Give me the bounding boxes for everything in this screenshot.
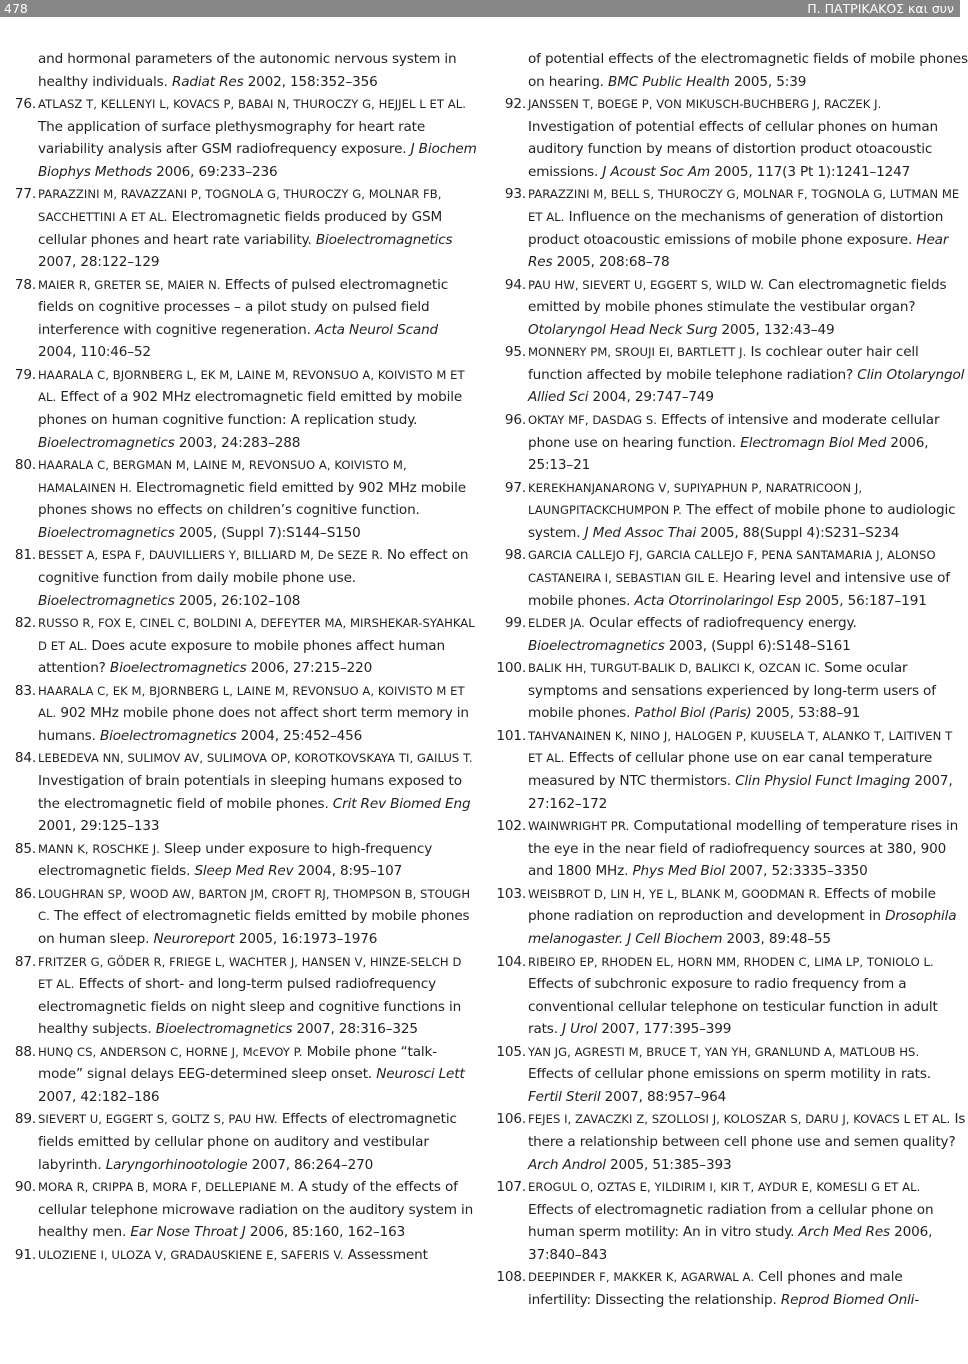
reference-authors: RUSSO R, FOX E, CINEL C, BOLDINI A, DEFEYTER MA, MIRSHEKAR-SYAHKAL D ET AL. <box>38 616 475 653</box>
reference-title: The effect of mobile phone to audiologic system. <box>528 502 956 541</box>
reference-details: 2005, 88(Suppl 4):S231–S234 <box>700 524 900 541</box>
reference-source: Neurosci Lett <box>376 1066 465 1083</box>
reference-item <box>504 341 968 409</box>
reference-authors: PARAZZINI M, BELL S, THUROCZY G, MOLNAR F, TOGNOLA G, LUTMAN ME ET AL. <box>528 187 960 224</box>
reference-number: 76. <box>14 96 36 113</box>
reference-source: Acta Otorrinolaringol Esp <box>634 592 802 609</box>
reference-item <box>14 183 478 273</box>
reference-number: 108. <box>496 1269 526 1286</box>
reference-source: Bioelectromagnetics <box>155 1021 293 1038</box>
reference-source: Bioelectromagnetics <box>528 637 665 654</box>
reference-authors: GARCIA CALLEJO FJ, GARCIA CALLEJO F, PENA SANTAMARIA J, ALONSO CASTANEIRA I, SEBASTIAN GIL E. <box>528 548 936 585</box>
reference-item <box>14 680 478 748</box>
reference-source: Otolaryngol Head Neck Surg <box>528 321 718 338</box>
reference-title: Ocular effects of radiofrequency energy. <box>589 615 857 632</box>
reference-authors: MONNERY PM, SROUJI EI, BARTLETT J. <box>528 345 747 360</box>
reference-number: 88. <box>14 1043 36 1060</box>
reference-source: Bioelectromagnetics <box>38 524 175 541</box>
reference-item <box>528 48 968 93</box>
reference-number: 101. <box>496 727 526 744</box>
reference-authors: ULOZIENE I, ULOZA V, GRADAUSKIENE E, SAFERIS V. <box>38 1247 344 1262</box>
reference-source: Bioelectromagnetics <box>99 727 237 744</box>
reference-title: Computational modelling of temperature rises in the eye in the near field of radiofrequency sources at 380, 900 and 1800 MHz. <box>528 818 959 880</box>
reference-number: 79. <box>14 366 36 383</box>
reference-details: 2007, 28:122–129 <box>38 254 160 271</box>
reference-source: Electromagn Biol Med <box>740 434 887 451</box>
reference-title: and hormonal parameters of the autonomic nervous system in healthy individuals. <box>38 51 457 90</box>
reference-authors: HAARALA C, BERGMAN M, LAINE M, REVONSUO A, KOIVISTO M, HAMALAINEN H. <box>38 458 407 495</box>
reference-source: Reprod Biomed Onli- <box>780 1291 920 1308</box>
reference-authors: LOUGHRAN SP, WOOD AW, BARTON JM, CROFT RJ, THOMPSON B, STOUGH C. <box>38 886 471 924</box>
reference-details: 2005, 56:187–191 <box>805 592 927 609</box>
reference-details: 2006, 25:13–21 <box>528 434 929 474</box>
reference-title: Can electromagnetic fields emitted by mobile phones stimulate the vestibular organ? <box>528 276 947 316</box>
reference-details: 2004, 25:452–456 <box>240 727 363 744</box>
reference-number: 83. <box>14 682 36 699</box>
reference-source: Clin Otolaryngol Allied Sci <box>528 366 965 406</box>
reference-details: 2005, 53:88–91 <box>755 705 861 722</box>
reference-item <box>14 747 478 837</box>
reference-number: 85. <box>14 840 36 857</box>
reference-title: Is cochlear outer hair cell function affected by mobile telephone radiation? <box>528 344 919 383</box>
reference-source: Bioelectromagnetics <box>109 660 247 677</box>
reference-details: 2006, 37:840–843 <box>528 1224 933 1263</box>
reference-details: 2004, 8:95–107 <box>297 863 403 880</box>
reference-title: The effect of electromagnetic fields emitted by mobile phones on human sleep. <box>38 908 470 947</box>
reference-item <box>504 409 968 477</box>
left-column <box>14 48 478 1266</box>
reference-title: Effects of electromagnetic fields emitted by cellular phone on auditory and vestibular labyrinth. <box>38 1111 457 1173</box>
reference-details: 2007, 88:957–964 <box>604 1088 727 1105</box>
reference-authors: FEJES I, ZAVACZKI Z, SZOLLOSI J, KOLOSZAR S, DARU J, KOVACS L ET AL. <box>528 1112 951 1127</box>
reference-title: Effects of cellular phone use on ear canal temperature measured by NTC thermistors. <box>528 750 933 789</box>
reference-source: Fertil Steril <box>528 1088 601 1105</box>
reference-item <box>14 544 478 612</box>
reference-source: Radiat Res <box>171 73 244 90</box>
reference-item <box>14 1176 478 1244</box>
reference-details: 2007, 27:162–172 <box>528 773 953 812</box>
reference-item <box>504 274 968 342</box>
reference-title: Does acute exposure to mobile phones affect human attention? <box>38 637 445 677</box>
reference-item <box>14 1041 478 1109</box>
reference-number: 80. <box>14 457 36 474</box>
reference-source: J Biochem Biophys Methods <box>38 141 477 180</box>
reference-authors: KEREKHANJANARONG V, SUPIYAPHUN P, NARATRICOON J, LAUNGPITACKCHUMPON P. <box>528 480 863 518</box>
reference-title: The application of surface plethysmography for heart rate variability analysis after GSM radiofrequency exposure. <box>38 118 426 158</box>
reference-number: 100. <box>496 660 526 677</box>
reference-details: 2005, 16:1973–1976 <box>238 930 378 947</box>
reference-details: 2006, 27:215–220 <box>250 660 373 677</box>
reference-item <box>496 1176 968 1266</box>
reference-item <box>14 1108 478 1176</box>
reference-source: Bioelectromagnetics <box>38 434 175 451</box>
reference-item <box>504 612 968 657</box>
reference-source: J Med Assoc Thai <box>584 524 697 541</box>
reference-number: 94. <box>504 276 526 293</box>
reference-details: 2005, 117(3 Pt 1):1241–1247 <box>714 163 911 180</box>
reference-source: Bioelectromagnetics <box>38 592 175 609</box>
reference-item <box>496 1266 968 1311</box>
reference-item <box>496 815 968 883</box>
reference-title: Effects of cellular phone emissions on sperm motility in rats. <box>528 1066 931 1083</box>
reference-item <box>496 1041 968 1109</box>
reference-title: Sleep under exposure to high-frequency electromagnetic fields. <box>38 840 433 880</box>
reference-title: Hearing level and intensive use of mobile phones. <box>528 569 950 609</box>
reference-authors: JANSSEN T, BOEGE P, VON MIKUSCH-BUCHBERG J, RACZEK J. <box>528 97 882 112</box>
reference-authors: MORA R, CRIPPA B, MORA F, DELLEPIANE M. <box>38 1180 295 1195</box>
reference-number: 96. <box>504 412 526 428</box>
reference-number: 90. <box>14 1179 36 1196</box>
reference-number: 106. <box>496 1111 526 1128</box>
reference-authors: OKTAY MF, DASDAG S. <box>528 413 657 427</box>
reference-number: 105. <box>496 1043 526 1060</box>
reference-item <box>504 183 968 273</box>
reference-details: 2003, 24:283–288 <box>178 434 301 451</box>
reference-item <box>14 1244 478 1267</box>
reference-details: 2001, 29:125–133 <box>38 818 160 835</box>
reference-authors: SIEVERT U, EGGERT S, GOLTZ S, PAU HW. <box>38 1112 278 1127</box>
reference-details: 2002, 158:352–356 <box>247 73 378 90</box>
reference-item <box>14 838 478 883</box>
reference-authors: ATLASZ T, KELLENYI L, KOVACS P, BABAI N, THUROCZY G, HEJJEL L ET AL. <box>38 97 466 112</box>
reference-authors: MAIER R, GRETER SE, MAIER N. <box>38 277 221 292</box>
reference-item <box>504 93 968 183</box>
reference-source: J Urol <box>562 1021 598 1038</box>
reference-item <box>504 477 968 545</box>
reference-details: 2007, 52:3335–3350 <box>729 863 868 880</box>
reference-title: Effects of intensive and moderate cellular phone use on hearing function. <box>528 412 940 451</box>
reference-details: 2004, 110:46–52 <box>38 344 151 361</box>
reference-details: 2007, 86:264–270 <box>251 1156 374 1173</box>
reference-item <box>38 48 478 93</box>
reference-number: 81. <box>14 547 36 564</box>
reference-item <box>504 544 968 612</box>
reference-authors: EROGUL O, OZTAS E, YILDIRIM I, KIR T, AYDUR E, KOMESLI G ET AL. <box>528 1180 921 1195</box>
reference-number: 87. <box>14 953 36 970</box>
reference-authors: LEBEDEVA NN, SULIMOV AV, SULIMOVA OP, KOROTKOVSKAYA TI, GAILUS T. <box>38 751 473 766</box>
reference-source: Ear Nose Throat J <box>130 1224 246 1241</box>
reference-title: No effect on cognitive function from daily mobile phone use. <box>38 547 469 586</box>
reference-source: Phys Med Biol <box>632 863 726 880</box>
reference-authors: HAARALA C, BJORNBERG L, EK M, LAINE M, REVONSUO A, KOIVISTO M ET AL. <box>38 367 465 405</box>
reference-title: Effects of subchronic exposure to radio frequency from a conventional cellular telephone on testicular function in adult rats. <box>528 976 938 1038</box>
reference-number: 78. <box>14 276 36 293</box>
right-column <box>496 48 968 1312</box>
reference-details: 2005, (Suppl 7):S144–S150 <box>178 524 361 541</box>
reference-number: 92. <box>504 96 526 113</box>
reference-item <box>14 883 478 951</box>
reference-details: 2007, 42:182–186 <box>38 1088 160 1105</box>
reference-item <box>14 951 478 1041</box>
reference-source: Neuroreport <box>153 930 235 947</box>
reference-number: 93. <box>504 186 526 203</box>
reference-title: Effects of mobile phone radiation on reproduction and development in <box>528 885 936 925</box>
reference-authors: PAU HW, SIEVERT U, EGGERT S, WILD W. <box>528 277 764 292</box>
reference-source: Acta Neurol Scand <box>315 321 439 338</box>
reference-source: Pathol Biol (Paris) <box>634 705 752 722</box>
reference-number: 89. <box>14 1111 36 1128</box>
reference-item <box>14 274 478 364</box>
reference-details: 2006, 69:233–236 <box>156 163 278 180</box>
reference-title: Cell phones and male infertility: Dissecting the relationship. <box>528 1269 903 1308</box>
reference-details: 2005, 51:385–393 <box>610 1156 732 1173</box>
reference-title: Some ocular symptoms and sensations experienced by long-term users of mobile phones. <box>528 660 936 722</box>
reference-number: 86. <box>14 885 36 902</box>
reference-title: Investigation of potential effects of cellular phones on human auditory function by means of distortion product otoacoustic emissions. <box>528 118 939 180</box>
reference-item <box>496 951 968 1041</box>
reference-number: 99. <box>504 615 526 632</box>
reference-authors: RIBEIRO EP, RHODEN EL, HORN MM, RHODEN C, LIMA LP, TONIOLO L. <box>528 954 934 969</box>
reference-item <box>14 454 478 544</box>
reference-details: 2007, 177:395–399 <box>601 1021 732 1038</box>
reference-number: 104. <box>496 953 526 970</box>
reference-number: 91. <box>14 1246 36 1263</box>
reference-number: 77. <box>14 186 36 203</box>
reference-details: 2005, 5:39 <box>733 73 807 90</box>
reference-source: Arch Androl <box>528 1156 606 1173</box>
reference-title: Investigation of brain potentials in sleeping humans exposed to the electromagnetic field of mobile phones. <box>38 773 462 812</box>
reference-source: Crit Rev Biomed Eng <box>332 795 471 812</box>
reference-title: Mobile phone “talk-mode” signal delays EEG-determined sleep onset. <box>38 1043 437 1083</box>
reference-details: 2003, (Suppl 6):S148–S161 <box>668 637 851 654</box>
reference-authors: FRITZER G, GÖDER R, FRIEGE L, WACHTER J, HANSEN V, HINZE-SELCH D ET AL. <box>38 954 462 992</box>
reference-source: Bioelectromagnetics <box>315 231 453 248</box>
reference-authors: ELDER JA. <box>528 616 585 631</box>
reference-authors: MANN K, ROSCHKE J. <box>38 841 160 856</box>
reference-item <box>496 725 968 815</box>
reference-title: 902 MHz mobile phone does not affect short term memory in humans. <box>38 705 469 744</box>
reference-source: BMC Public Health <box>608 73 730 90</box>
reference-details: 2005, 132:43–49 <box>721 321 835 338</box>
reference-details: 2003, 89:48–55 <box>726 930 831 947</box>
reference-details: 2006, 85:160, 162–163 <box>249 1224 406 1241</box>
reference-title: Effects of pulsed electromagnetic fields on cognitive processes – a pilot study on pulsed field interference with cognitive regeneration. <box>38 276 449 338</box>
reference-authors: TAHVANAINEN K, NINO J, HALOGEN P, KUUSELA T, ALANKO T, LAITIVEN T ET AL. <box>528 728 953 766</box>
reference-title: Effects of electromagnetic radiation from a cellular phone on human sperm motility: An in vitro study. <box>528 1201 934 1241</box>
reference-number: 98. <box>504 547 526 564</box>
reference-authors: BESSET A, ESPA F, DAUVILLIERS Y, BILLIARD M, De SEZE R. <box>38 548 383 563</box>
page-header <box>0 0 960 17</box>
reference-number: 97. <box>504 479 526 496</box>
reference-source: Arch Med Res <box>798 1224 890 1241</box>
reference-item <box>496 883 968 951</box>
reference-authors: WAINWRIGHT PR. <box>528 819 630 834</box>
reference-number: 102. <box>496 818 526 835</box>
reference-title: Assessment <box>347 1246 428 1263</box>
reference-authors: BALIK HH, TURGUT-BALIK D, BALIKCI K, OZCAN IC. <box>528 661 820 676</box>
reference-title: Effects of short- and long-term pulsed radiofrequency electromagnetic fields on night sleep and cognitive functions in healthy subjects. <box>38 976 462 1038</box>
reference-source: Drosophila melanogaster. J Cell Biochem <box>528 908 957 947</box>
reference-title: Electromagnetic fields produced by GSM cellular phones and heart rate variability. <box>38 208 443 248</box>
reference-title: Effect of a 902 MHz electromagnetic field emitted by mobile phones on human cognitive function: A replication study. <box>38 389 463 428</box>
running-head: Π. ΠΑΤΡΙΚΑΚΟΣ και συν <box>807 1 954 16</box>
reference-number: 107. <box>496 1179 526 1196</box>
reference-source: Laryngorhinootologie <box>105 1156 248 1173</box>
reference-authors: PARAZZINI M, RAVAZZANI P, TOGNOLA G, THUROCZY G, MOLNAR FB, SACCHETTINI A ET AL. <box>38 187 442 224</box>
reference-details: 2005, 208:68–78 <box>556 254 670 271</box>
reference-source: Sleep Med Rev <box>194 863 294 880</box>
reference-item <box>14 364 478 454</box>
reference-source: Clin Physiol Funct Imaging <box>735 773 911 789</box>
reference-authors: DEEPINDER F, MAKKER K, AGARWAL A. <box>528 1270 755 1285</box>
reference-source: Hear Res <box>528 231 949 271</box>
reference-details: 2004, 29:747–749 <box>592 389 714 406</box>
reference-title: of potential effects of the electromagnetic fields of mobile phones on hearing. <box>528 51 968 90</box>
reference-details: 2007, 28:316–325 <box>296 1021 418 1038</box>
reference-item <box>14 93 478 183</box>
reference-item <box>496 657 968 725</box>
reference-title: A study of the effects of cellular telephone microwave radiation on the auditory system in healthy men. <box>38 1179 474 1241</box>
reference-details: 2005, 26:102–108 <box>178 592 301 609</box>
reference-number: 82. <box>14 615 36 632</box>
reference-title: Influence on the mechanisms of generation of distortion product otoacoustic emissions of mobile phone exposure. <box>528 208 944 248</box>
reference-number: 84. <box>14 750 36 767</box>
reference-authors: WEISBROT D, LIN H, YE L, BLANK M, GOODMAN R. <box>528 886 820 901</box>
reference-authors: YAN JG, AGRESTI M, BRUCE T, YAN YH, GRANLUND A, MATLOUB HS. <box>528 1044 920 1059</box>
reference-item <box>14 612 478 680</box>
reference-number: 103. <box>496 885 526 902</box>
reference-number: 95. <box>504 344 526 361</box>
reference-item <box>496 1108 968 1176</box>
reference-title: Is there a relationship between cell phone use and semen quality? <box>528 1111 966 1150</box>
reference-source: J Acoust Soc Am <box>602 163 711 180</box>
reference-authors: HAARALA C, EK M, BJORNBERG L, LAINE M, REVONSUO A, KOIVISTO M ET AL. <box>38 683 465 721</box>
reference-title: Electromagnetic field emitted by 902 MHz mobile phones shows no effects on children’s cognitive function. <box>38 479 466 519</box>
reference-authors: HUNQ CS, ANDERSON C, HORNE J, McEVOY P. <box>38 1044 303 1059</box>
page-number: 478 <box>4 1 28 16</box>
